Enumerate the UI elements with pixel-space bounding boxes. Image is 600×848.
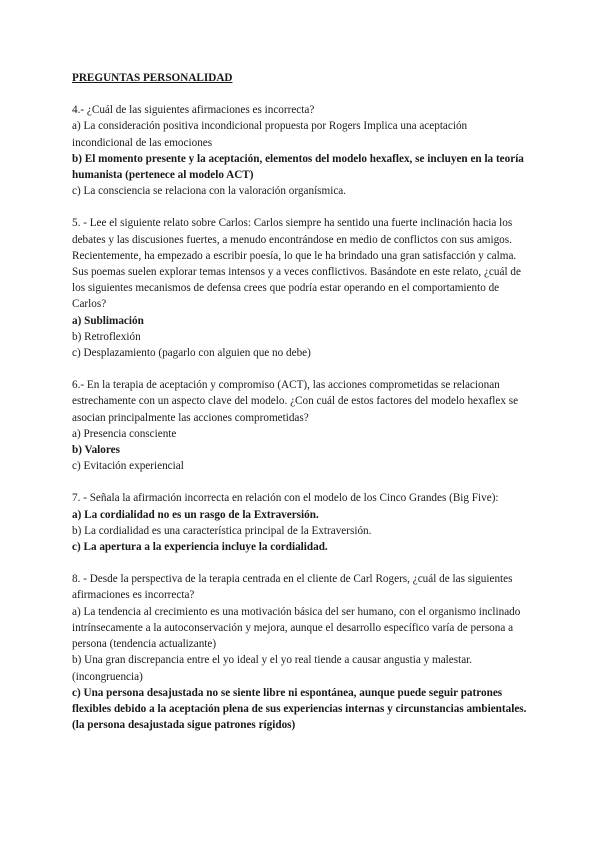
document-title: PREGUNTAS PERSONALIDAD (72, 72, 233, 84)
option-a: a) La consideración positiva incondicional propuesta por Rogers Implica una aceptación incondicional de las emociones (72, 120, 468, 149)
document-page (72, 70, 527, 749)
option-c: c) Desplazamiento (pagarlo con alguien que no debe) (72, 347, 311, 360)
option-b: b) Una gran discrepancia entre el yo ideal y el yo real tiende a causar angustia y malestar. (incongruencia) (72, 654, 473, 683)
option-b: b) Retroflexión (72, 330, 141, 343)
option-a: a) La tendencia al crecimiento es una motivación básica del ser humano, con el organismo inclinado intrínsecamente a la autoconservación y mejora, aunque el desarrollo específico varía de persona a persona (tendencia actualizante) (72, 605, 521, 651)
option-c-answer: c) La apertura a la experiencia incluye la cordialidad. (72, 541, 328, 554)
question-7 (72, 490, 527, 555)
option-b-answer: b) Valores (72, 444, 120, 457)
option-c: c) La consciencia se relaciona con la valoración organísmica. (72, 185, 347, 198)
question-6 (72, 377, 527, 474)
question-text: 8. - Desde la perspectiva de la terapia centrada en el cliente de Carl Rogers, ¿cuál de las siguientes afirmaciones es incorrecta? (72, 573, 513, 602)
question-5 (72, 215, 527, 361)
question-8 (72, 571, 527, 733)
option-c: c) Evitación experiencial (72, 460, 184, 473)
question-text: 6.- En la terapia de aceptación y compromiso (ACT), las acciones comprometidas se relacionan estrechamente con un aspecto clave del modelo. ¿Con cuál de estos factores del modelo hexaflex se asocian principalmente las acciones comprometidas? (72, 379, 519, 424)
question-text: 5. - Lee el siguiente relato sobre Carlos: Carlos siempre ha sentido una fuerte inclinación hacia los debates y las discusiones fuertes, a menudo encontrándose en medio de conflictos con sus amigos. Recientemente, ha empezado a escribir poesía, lo que le ha brindado una gran satisfacción y calma. Sus poemas suelen explorar temas intensos y a veces conflictivos. Basándote en este relato, ¿cuál de los siguientes mecanismos de defensa crees que podría estar operando en el comportamiento de Carlos? (72, 217, 521, 311)
question-text: 7. - Señala la afirmación incorrecta en relación con el modelo de los Cinco Grandes (Big Five): (72, 492, 499, 505)
question-text: 4.- ¿Cuál de las siguientes afirmaciones es incorrecta? (72, 104, 315, 117)
option-a-answer: a) Sublimación (72, 314, 144, 327)
option-b: b) La cordialidad es una característica principal de la Extraversión. (72, 524, 372, 537)
option-c-answer: c) Una persona desajustada no se siente libre ni espontánea, aunque puede seguir patrones flexibles debido a la aceptación plena de sus experiencias internas y circunstancias ambientales. (la persona desajustada sigue patrones rígidos) (72, 686, 527, 732)
option-a-answer: a) La cordialidad no es un rasgo de la Extraversión. (72, 508, 319, 521)
option-b-answer: b) El momento presente y la aceptación, elementos del modelo hexaflex, se incluyen en la teoría humanista (pertenece al modelo ACT) (72, 152, 524, 182)
option-a: a) Presencia consciente (72, 427, 177, 440)
question-4 (72, 102, 527, 199)
